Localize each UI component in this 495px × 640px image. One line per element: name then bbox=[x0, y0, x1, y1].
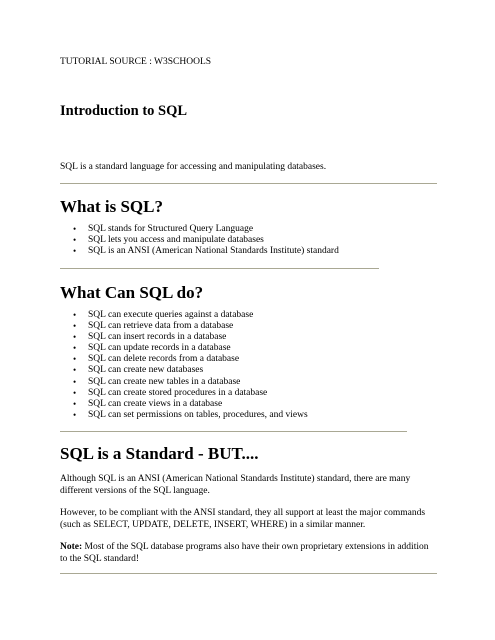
intro-text: SQL is a standard language for accessing and manipulating databases. bbox=[60, 162, 327, 172]
list-item: • SQL is an ANSI (American National Standards Institute) standard bbox=[60, 246, 339, 257]
what-is-sql-heading: What is SQL? bbox=[60, 197, 163, 216]
list-item: • SQL can retrieve data from a database bbox=[60, 321, 308, 332]
divider bbox=[60, 431, 407, 432]
what-can-sql-do-heading: What Can SQL do? bbox=[60, 283, 204, 302]
list-item: • SQL can create new tables in a database bbox=[60, 377, 308, 388]
standard-note-paragraph bbox=[60, 542, 438, 565]
what-is-sql-list bbox=[60, 224, 339, 257]
divider bbox=[60, 268, 379, 269]
list-item: • SQL can delete records from a database bbox=[60, 354, 308, 365]
sql-standard-heading: SQL is a Standard - BUT.... bbox=[60, 444, 259, 463]
what-can-sql-do-list bbox=[60, 310, 308, 421]
divider bbox=[60, 573, 437, 574]
note-label: Note: bbox=[60, 542, 83, 552]
list-item: • SQL can execute queries against a database bbox=[60, 310, 308, 321]
intro-heading: Introduction to SQL bbox=[60, 103, 188, 119]
list-item: • SQL stands for Structured Query Language bbox=[60, 224, 339, 235]
list-item: • SQL can update records in a database bbox=[60, 343, 308, 354]
list-item: • SQL can insert records in a database bbox=[60, 332, 308, 343]
list-item: • SQL can create views in a database bbox=[60, 399, 308, 410]
list-item: • SQL lets you access and manipulate databases bbox=[60, 235, 339, 246]
list-item: • SQL can create stored procedures in a database bbox=[60, 388, 308, 399]
standard-paragraph-versions: Although SQL is an ANSI (American National Standards Institute) standard, there are many different versions of the SQL language. bbox=[60, 474, 411, 496]
divider bbox=[60, 183, 437, 184]
note-text: Most of the SQL database programs also have their own proprietary extensions in addition to the SQL standard! bbox=[60, 542, 429, 564]
list-item: • SQL can create new databases bbox=[60, 365, 308, 376]
list-item: • SQL can set permissions on tables, procedures, and views bbox=[60, 410, 308, 421]
tutorial-source-line: TUTORIAL SOURCE : W3SCHOOLS bbox=[60, 57, 212, 67]
standard-paragraph-compliance: However, to be compliant with the ANSI standard, they all support at least the major commands (such as SELECT, UPDATE, DELETE, INSERT, WHERE) in a similar manner. bbox=[60, 508, 426, 530]
